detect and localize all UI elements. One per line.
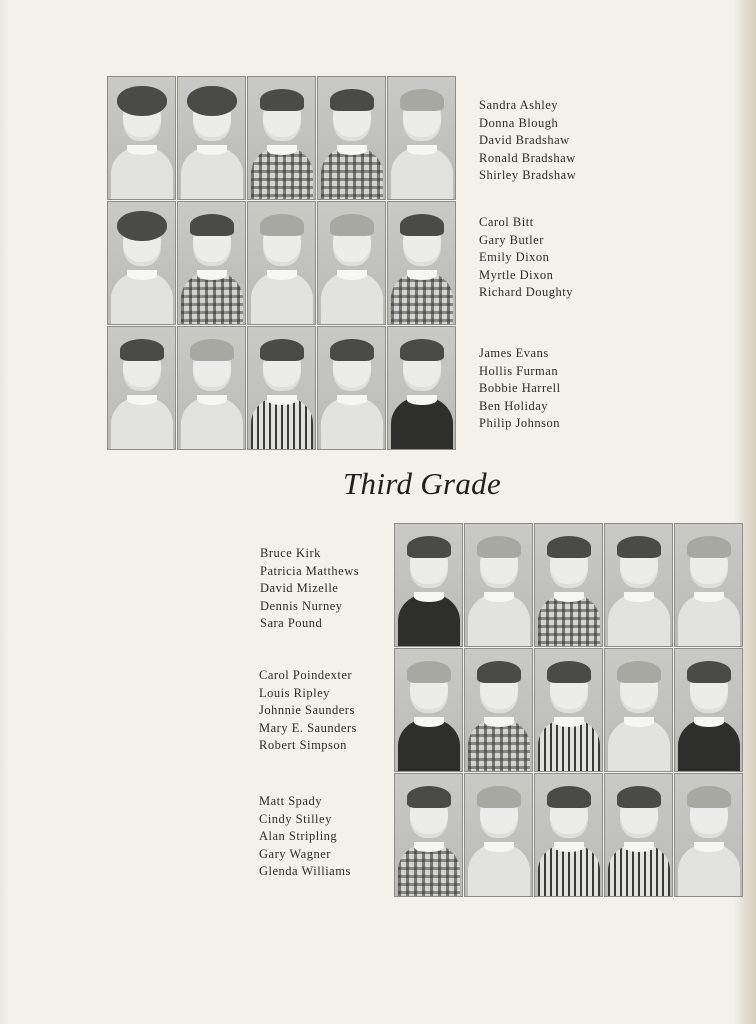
- student-name: Louis Ripley: [259, 685, 330, 700]
- student-portrait: [395, 524, 462, 646]
- student-portrait: [108, 77, 175, 199]
- student-name: David Bradshaw: [479, 133, 570, 147]
- student-name: Myrtle Dixon: [479, 267, 554, 282]
- student-portrait: [248, 77, 315, 199]
- student-portrait: [465, 774, 532, 896]
- section-heading: Third Grade: [343, 466, 502, 501]
- name-list-bottom-row-1: [260, 545, 359, 633]
- student-portrait: [605, 774, 672, 896]
- student-name: James Evans: [479, 346, 549, 360]
- student-name: Philip Johnson: [479, 416, 560, 430]
- student-portrait: [675, 649, 742, 771]
- student-name: Matt Spady: [259, 794, 322, 808]
- student-portrait: [108, 327, 175, 449]
- student-name: Robert Simpson: [259, 738, 347, 752]
- student-name: Hollis Furman: [479, 363, 559, 378]
- student-portrait: [395, 774, 462, 896]
- student-portrait: [465, 524, 532, 646]
- student-name: Sara Pound: [260, 616, 323, 630]
- student-name: Mary E. Saunders: [259, 720, 357, 735]
- student-portrait: [178, 327, 245, 449]
- student-name: Dennis Nurney: [260, 598, 343, 613]
- student-portrait: [675, 774, 742, 896]
- name-list-bottom-row-3: [259, 793, 351, 881]
- student-portrait: [318, 202, 385, 324]
- student-name: Ben Holiday: [479, 398, 549, 413]
- student-name: Donna Blough: [479, 115, 559, 130]
- bottom-photo-grid: [395, 524, 742, 896]
- student-portrait: [388, 202, 455, 324]
- student-portrait: [178, 202, 245, 324]
- student-portrait: [388, 77, 455, 199]
- student-name: Ronald Bradshaw: [479, 150, 576, 165]
- student-name: Gary Wagner: [259, 846, 331, 861]
- student-portrait: [465, 649, 532, 771]
- student-portrait: [388, 327, 455, 449]
- student-name: Sandra Ashley: [479, 98, 559, 112]
- name-list-top-row-3: [479, 345, 561, 433]
- top-photo-grid: [108, 77, 455, 449]
- student-portrait: [535, 524, 602, 646]
- student-portrait: [535, 649, 602, 771]
- student-portrait: [605, 524, 672, 646]
- student-name: Bobbie Harrell: [479, 381, 561, 395]
- student-name: Gary Butler: [479, 232, 544, 247]
- student-name: Cindy Stilley: [259, 811, 332, 826]
- page-gutter: [0, 0, 8, 1024]
- student-name: David Mizelle: [260, 581, 339, 595]
- student-name: Glenda Williams: [259, 864, 351, 878]
- student-name: Carol Poindexter: [259, 668, 353, 682]
- student-portrait: [318, 77, 385, 199]
- student-portrait: [248, 202, 315, 324]
- name-list-top-row-2: [479, 214, 573, 302]
- name-list-top-row-1: [479, 97, 576, 185]
- student-name: Richard Doughty: [479, 285, 573, 299]
- student-portrait: [395, 649, 462, 771]
- student-portrait: [535, 774, 602, 896]
- name-list-bottom-row-2: [259, 667, 357, 755]
- student-name: Bruce Kirk: [260, 546, 321, 560]
- student-name: Shirley Bradshaw: [479, 168, 577, 182]
- student-portrait: [605, 649, 672, 771]
- student-portrait: [675, 524, 742, 646]
- student-portrait: [108, 202, 175, 324]
- student-portrait: [248, 327, 315, 449]
- student-name: Alan Stripling: [259, 829, 338, 843]
- student-name: Carol Bitt: [479, 215, 534, 229]
- student-name: Johnnie Saunders: [259, 703, 355, 717]
- student-name: Patricia Matthews: [260, 563, 360, 578]
- student-portrait: [318, 327, 385, 449]
- student-name: Emily Dixon: [479, 250, 550, 264]
- student-portrait: [178, 77, 245, 199]
